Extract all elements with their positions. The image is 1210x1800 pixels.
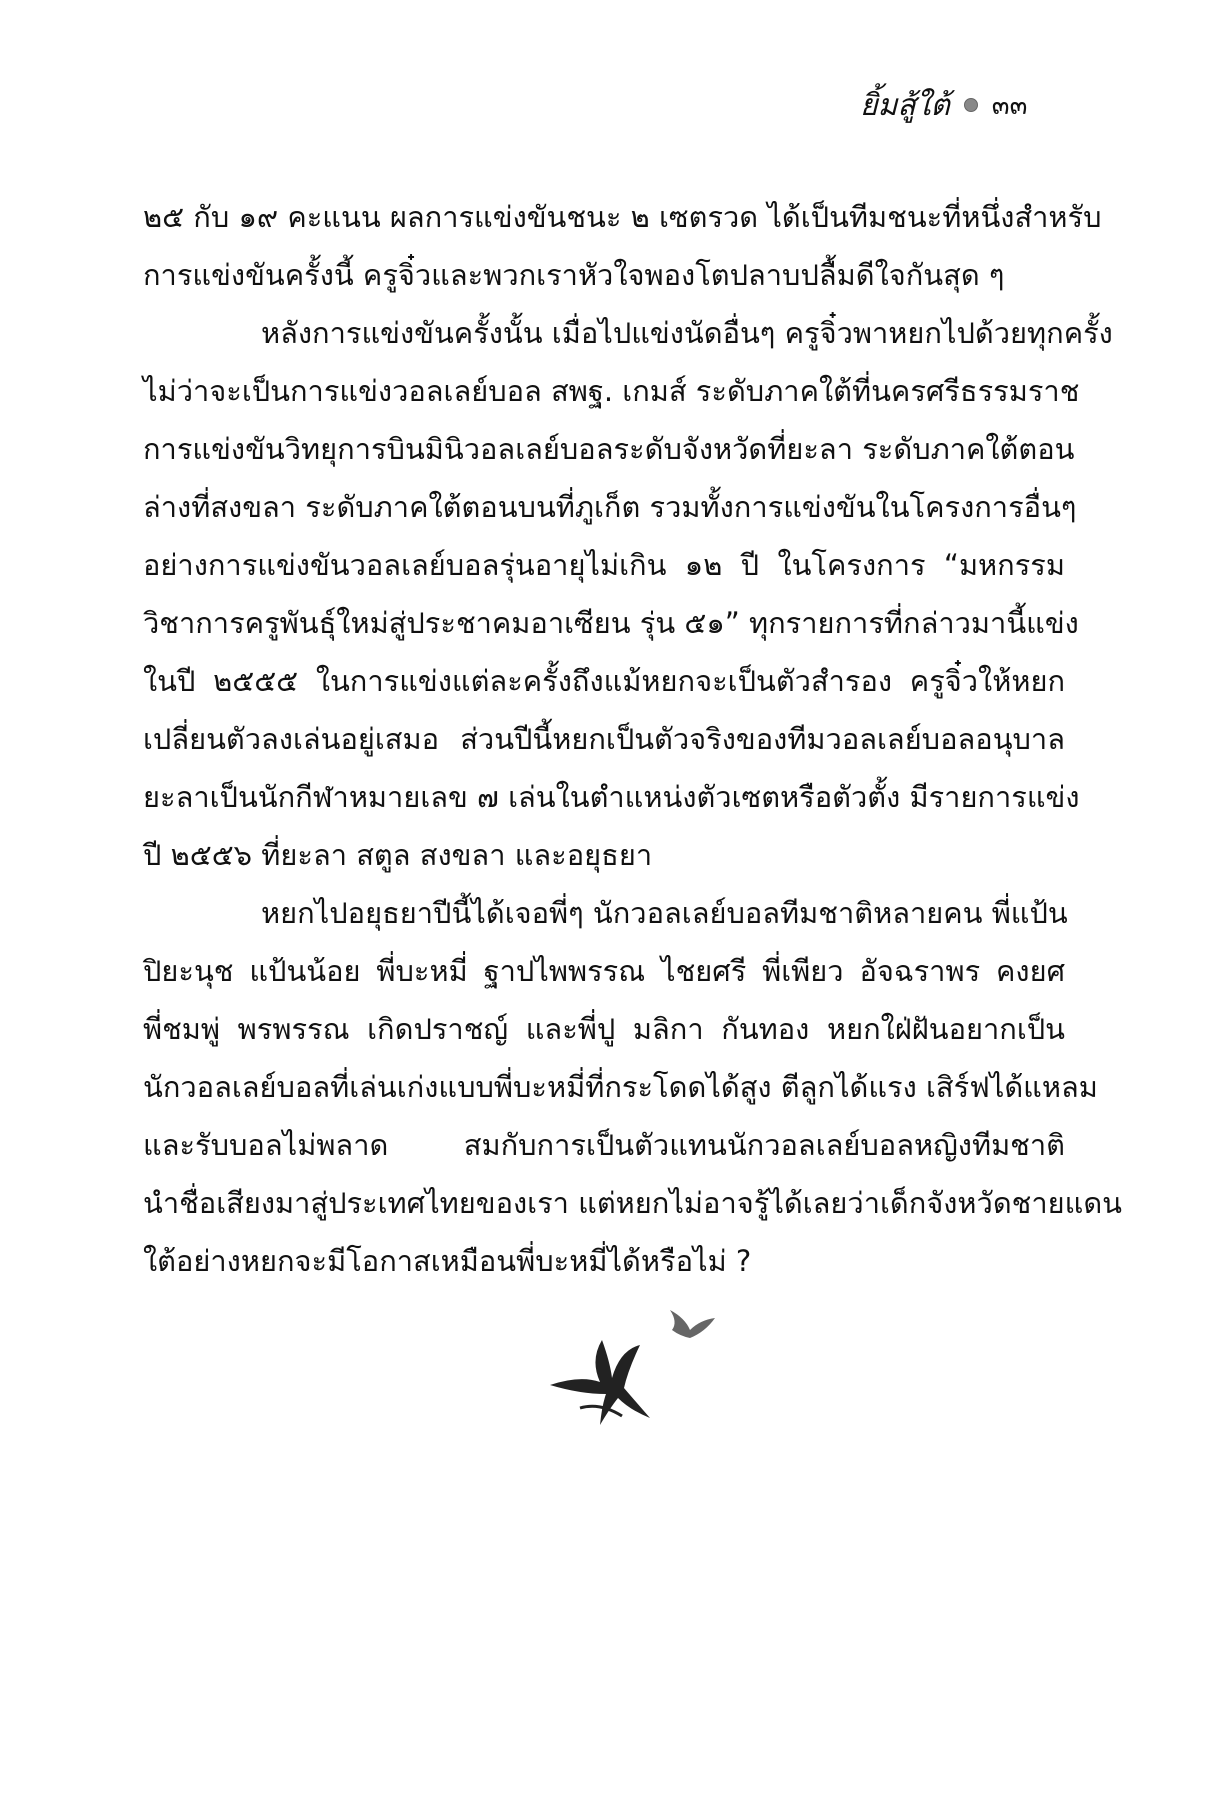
text-line: ปี ๒๕๕๖ ที่ยะลา สตูล สงขลา และอยุธยา bbox=[143, 838, 653, 872]
page-number: ๓๓ bbox=[991, 90, 1028, 121]
text-line: หยกไปอยุธยาปีนี้ได้เจอพี่ๆ นักวอลเลย์บอลทีมชาติหลายคน พี่แป้น bbox=[261, 896, 1068, 930]
text-line: ใต้อย่างหยกจะมีโอกาสเหมือนพี่บะหมี่ได้หรือไม่ ? bbox=[143, 1244, 752, 1278]
page-header bbox=[860, 80, 1100, 130]
text-line: ปิยะนุช แป้นน้อย พี่บะหมี่ ฐาปไพพรรณ ไชยศรี พี่เพียว อัจฉราพร คงยศ bbox=[143, 954, 1065, 988]
bird-large-icon bbox=[550, 1340, 650, 1425]
text-line: ในปี ๒๕๕๕ ในการแข่งแต่ละครั้งถึงแม้หยกจะเป็นตัวสำรอง ครูจิ๋วให้หยก bbox=[143, 664, 1065, 698]
bullet-ornament-icon bbox=[964, 98, 978, 112]
text-line: นำชื่อเสียงมาสู่ประเทศไทยของเรา แต่หยกไม่อาจรู้ได้เลยว่าเด็กจังหวัดชายแดน bbox=[143, 1186, 1122, 1220]
text-line: ๒๕ กับ ๑๙ คะแนน ผลการแข่งขันชนะ ๒ เซตรวด ได้เป็นทีมชนะที่หนึ่งสำหรับ bbox=[143, 200, 1102, 234]
text-line: หลังการแข่งขันครั้งนั้น เมื่อไปแข่งนัดอื่นๆ ครูจิ๋วพาหยกไปด้วยทุกครั้ง bbox=[261, 316, 1113, 350]
text-line: และรับบอลไม่พลาด สมกับการเป็นตัวแทนนักวอลเลย์บอลหญิงทีมชาติ bbox=[143, 1128, 1065, 1162]
bird-small-icon bbox=[670, 1310, 715, 1338]
text-line: ไม่ว่าจะเป็นการแข่งวอลเลย์บอล สพฐ. เกมส์ ระดับภาคใต้ที่นครศรีธรรมราช bbox=[143, 374, 1080, 408]
text-line: พี่ชมพู่ พรพรรณ เกิดปราชญ์ และพี่ปู มลิกา กันทอง หยกใฝ่ฝันอยากเป็น bbox=[143, 1012, 1065, 1046]
text-line: ล่างที่สงขลา ระดับภาคใต้ตอนบนที่ภูเก็ต รวมทั้งการแข่งขันในโครงการอื่นๆ bbox=[143, 490, 1077, 524]
birds-illustration-icon bbox=[540, 1290, 740, 1450]
running-title: ยิ้มสู้ใต้ bbox=[860, 87, 950, 123]
text-line: อย่างการแข่งขันวอลเลย์บอลรุ่นอายุไม่เกิน ๑๒ ปี ในโครงการ “มหกรรม bbox=[143, 548, 1065, 582]
text-line: การแข่งขันวิทยุการบินมินิวอลเลย์บอลระดับจังหวัดที่ยะลา ระดับภาคใต้ตอน bbox=[143, 432, 1075, 466]
text-line: ยะลาเป็นนักกีฬาหมายเลข ๗ เล่นในตำแหน่งตัวเซตหรือตัวตั้ง มีรายการแข่ง bbox=[143, 780, 1080, 814]
text-line: การแข่งขันครั้งนี้ ครูจิ๋วและพวกเราหัวใจพองโตปลาบปลื้มดีใจกันสุด ๆ bbox=[143, 258, 1005, 292]
text-line: เปลี่ยนตัวลงเล่นอยู่เสมอ ส่วนปีนี้หยกเป็นตัวจริงของทีมวอลเลย์บอลอนุบาล bbox=[143, 722, 1065, 756]
text-line: นักวอลเลย์บอลที่เล่นเก่งแบบพี่บะหมี่ที่กระโดดได้สูง ตีลูกได้แรง เสิร์ฟได้แหลม bbox=[143, 1070, 1098, 1104]
text-line: วิชาการครูพันธุ์ใหม่สู่ประชาคมอาเซียน รุ่น ๕๑” ทุกรายการที่กล่าวมานี้แข่ง bbox=[143, 606, 1079, 640]
